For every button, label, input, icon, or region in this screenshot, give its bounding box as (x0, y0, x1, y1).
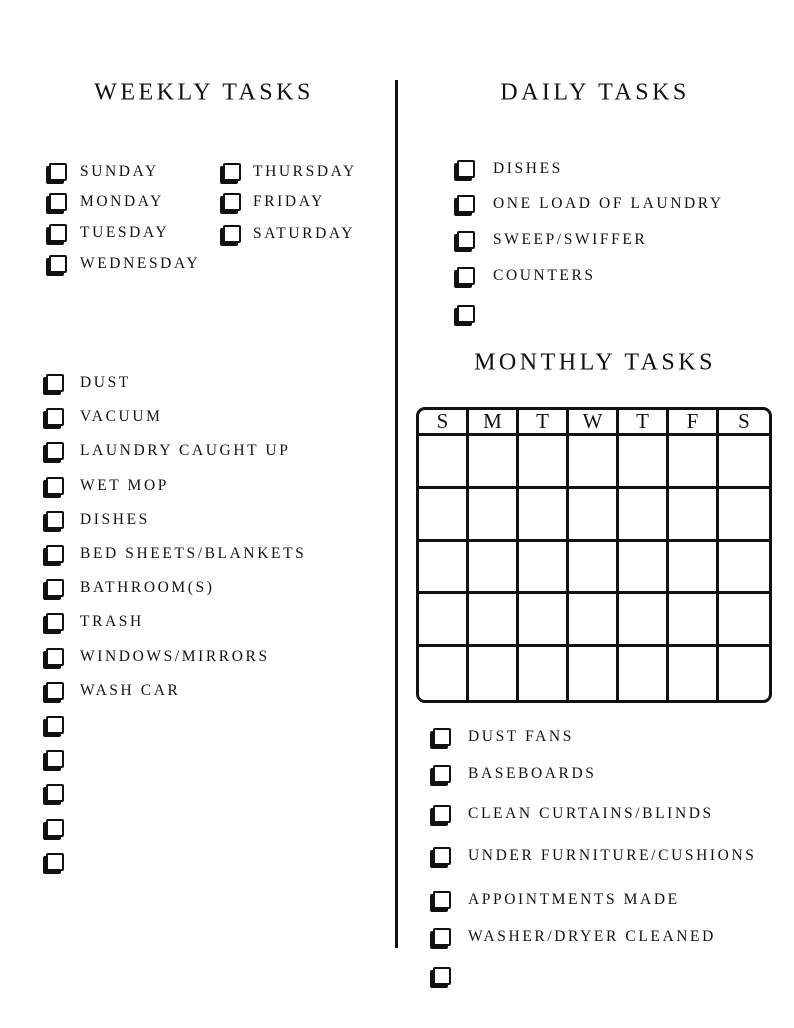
weekly-task-item[interactable] (43, 544, 307, 564)
checkbox[interactable] (457, 305, 475, 323)
checkbox[interactable] (49, 193, 67, 211)
calendar-cell[interactable] (669, 436, 719, 489)
monthly-task-item[interactable] (430, 966, 451, 986)
monthly-task-item[interactable] (430, 846, 757, 866)
checkbox[interactable] (433, 928, 451, 946)
weekly-task-label: VACUUM (80, 408, 163, 426)
weekly-task-item[interactable] (43, 783, 64, 803)
calendar-cell[interactable] (519, 489, 569, 542)
weekly-task-item[interactable] (43, 407, 163, 427)
calendar-cell[interactable] (719, 594, 769, 647)
checkbox[interactable] (46, 716, 64, 734)
weekly-day-item[interactable] (46, 192, 164, 212)
checkbox[interactable] (46, 682, 64, 700)
weekly-task-item[interactable] (43, 818, 64, 838)
weekly-day-item[interactable] (220, 162, 357, 182)
checkbox[interactable] (457, 267, 475, 285)
weekly-task-item[interactable] (43, 715, 64, 735)
calendar-day-header: S (419, 410, 469, 436)
weekly-day-label: FRIDAY (253, 193, 325, 210)
checkbox[interactable] (433, 728, 451, 746)
checkbox[interactable] (433, 967, 451, 985)
weekly-task-label: WINDOWS/MIRRORS (80, 647, 270, 665)
checkbox[interactable] (49, 163, 67, 181)
checkbox[interactable] (46, 648, 64, 666)
monthly-task-label: UNDER FURNITURE/CUSHIONS (468, 847, 757, 864)
monthly-task-label: CLEAN CURTAINS/BLINDS (468, 805, 714, 822)
weekly-day-item[interactable] (46, 223, 170, 243)
weekly-task-label: DISHES (80, 510, 150, 528)
weekly-task-item[interactable] (43, 476, 169, 496)
monthly-task-label: APPOINTMENTS MADE (468, 891, 680, 908)
calendar-cell[interactable] (469, 436, 519, 489)
weekly-tasks-title: WEEKLY TASKS (94, 79, 314, 106)
monthly-task-item[interactable] (430, 727, 574, 747)
calendar-day-header: T (519, 410, 569, 436)
calendar-cell[interactable] (519, 647, 569, 700)
monthly-task-label: WASHER/DRYER CLEANED (468, 928, 716, 945)
monthly-tasks-title: MONTHLY TASKS (474, 349, 716, 376)
daily-task-label: COUNTERS (493, 267, 596, 284)
calendar-cell[interactable] (469, 594, 519, 647)
checkbox[interactable] (433, 765, 451, 783)
calendar-cell[interactable] (419, 542, 469, 595)
calendar-cell[interactable] (569, 436, 619, 489)
checkbox[interactable] (46, 477, 64, 495)
calendar-cell[interactable] (619, 542, 669, 595)
calendar-cell[interactable] (569, 542, 619, 595)
calendar-day-header: M (469, 410, 519, 436)
weekly-task-item[interactable] (43, 852, 64, 872)
weekly-day-label: THURSDAY (253, 163, 357, 180)
calendar-cell[interactable] (419, 647, 469, 700)
calendar-day-header: F (669, 410, 719, 436)
calendar-cell[interactable] (519, 542, 569, 595)
daily-task-label: DISHES (493, 160, 563, 177)
checkbox[interactable] (46, 442, 64, 460)
weekly-task-label: WET MOP (80, 476, 169, 494)
checkbox[interactable] (46, 853, 64, 871)
calendar-cell[interactable] (719, 542, 769, 595)
checkbox[interactable] (457, 160, 475, 178)
weekly-day-label: SUNDAY (80, 163, 159, 180)
checkbox[interactable] (49, 224, 67, 242)
weekly-task-item[interactable] (43, 510, 150, 530)
checkbox[interactable] (457, 195, 475, 213)
column-divider (395, 80, 398, 948)
calendar-cell[interactable] (619, 489, 669, 542)
monthly-calendar (416, 407, 772, 703)
calendar-cell[interactable] (669, 647, 719, 700)
calendar-cell[interactable] (719, 647, 769, 700)
weekly-task-label: WASH CAR (80, 681, 181, 699)
weekly-day-item[interactable] (220, 192, 325, 212)
checkbox[interactable] (46, 750, 64, 768)
daily-task-item[interactable] (454, 194, 724, 214)
checkbox[interactable] (46, 784, 64, 802)
calendar-cell[interactable] (619, 594, 669, 647)
daily-task-label: SWEEP/SWIFFER (493, 231, 648, 248)
weekly-day-label: TUESDAY (80, 224, 170, 241)
calendar-cell[interactable] (719, 436, 769, 489)
checkbox[interactable] (223, 163, 241, 181)
calendar-cell[interactable] (569, 594, 619, 647)
checkbox[interactable] (223, 193, 241, 211)
calendar-cell[interactable] (619, 436, 669, 489)
weekly-task-label: BED SHEETS/BLANKETS (80, 545, 307, 562)
monthly-task-item[interactable] (430, 764, 597, 784)
weekly-day-label: SATURDAY (253, 225, 356, 242)
calendar-cell[interactable] (469, 489, 519, 542)
monthly-task-label: DUST FANS (468, 728, 574, 745)
daily-task-item[interactable] (454, 266, 596, 286)
calendar-cell[interactable] (669, 594, 719, 647)
daily-task-label: ONE LOAD OF LAUNDRY (493, 195, 724, 212)
checkbox[interactable] (49, 255, 67, 273)
checkbox[interactable] (457, 231, 475, 249)
checkbox[interactable] (433, 805, 451, 823)
calendar-cell[interactable] (419, 436, 469, 489)
daily-task-item[interactable] (454, 230, 648, 250)
weekly-day-label: WEDNESDAY (80, 255, 201, 272)
weekly-task-item[interactable] (43, 681, 181, 701)
calendar-cell[interactable] (419, 594, 469, 647)
weekly-task-label: BATHROOM(S) (80, 579, 215, 597)
checkbox[interactable] (433, 847, 451, 865)
weekly-day-label: MONDAY (80, 193, 164, 210)
weekly-task-item[interactable] (43, 647, 270, 667)
weekly-task-item[interactable] (43, 373, 131, 393)
daily-task-item[interactable] (454, 304, 475, 324)
weekly-task-item[interactable] (43, 612, 144, 632)
calendar-cell[interactable] (669, 542, 719, 595)
weekly-task-item[interactable] (43, 749, 64, 769)
daily-task-item[interactable] (454, 159, 563, 179)
checkbox[interactable] (433, 891, 451, 909)
checkbox[interactable] (46, 613, 64, 631)
calendar-cell[interactable] (619, 647, 669, 700)
checkbox[interactable] (46, 374, 64, 392)
calendar-cell[interactable] (519, 594, 569, 647)
calendar-cell[interactable] (569, 489, 619, 542)
weekly-task-item[interactable] (43, 441, 291, 461)
weekly-day-item[interactable] (46, 162, 159, 182)
weekly-task-label: TRASH (80, 613, 144, 631)
checkbox[interactable] (46, 545, 64, 563)
weekly-day-item[interactable] (220, 224, 356, 244)
calendar-cell[interactable] (469, 542, 519, 595)
monthly-task-item[interactable] (430, 927, 716, 947)
calendar-cell[interactable] (569, 647, 619, 700)
monthly-task-item[interactable] (430, 804, 714, 824)
daily-tasks-title: DAILY TASKS (500, 79, 690, 106)
calendar-cell[interactable] (519, 436, 569, 489)
checkbox[interactable] (46, 579, 64, 597)
checkbox[interactable] (223, 225, 241, 243)
calendar-day-header: W (569, 410, 619, 436)
calendar-cell[interactable] (719, 489, 769, 542)
monthly-task-label: BASEBOARDS (468, 765, 597, 782)
weekly-task-label: LAUNDRY CAUGHT UP (80, 442, 291, 460)
checkbox[interactable] (46, 819, 64, 837)
calendar-day-header: T (619, 410, 669, 436)
weekly-task-item[interactable] (43, 578, 215, 598)
weekly-task-label: DUST (80, 374, 131, 391)
checkbox[interactable] (46, 408, 64, 426)
checkbox[interactable] (46, 511, 64, 529)
calendar-day-header: S (719, 410, 769, 436)
calendar-cell[interactable] (669, 489, 719, 542)
weekly-day-item[interactable] (46, 254, 201, 274)
calendar-cell[interactable] (419, 489, 469, 542)
monthly-task-item[interactable] (430, 890, 680, 910)
calendar-cell[interactable] (469, 647, 519, 700)
